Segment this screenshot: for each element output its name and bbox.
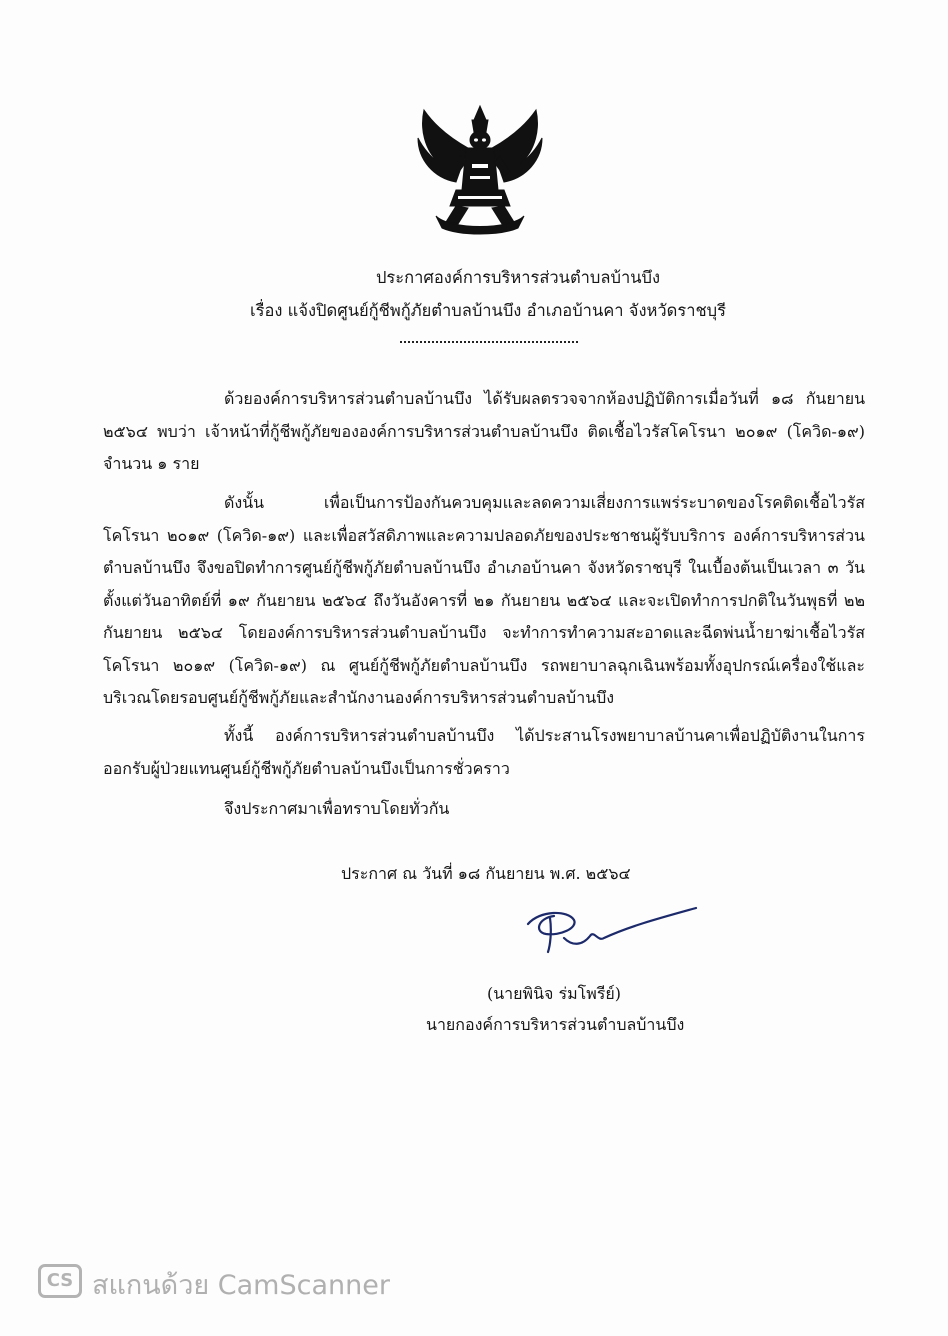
announcement-date: ประกาศ ณ วันที่ ๑๘ กันยายน พ.ศ. ๒๕๖๔ [341,864,631,883]
closing-statement: จึงประกาศมาเพื่อทราบโดยทั่วกัน [224,799,450,818]
body-paragraph-3 [103,720,865,785]
signer-title: นายกองค์การบริหารส่วนตำบลบ้านบึง [426,1015,685,1034]
announcement-title: ประกาศองค์การบริหารส่วนตำบลบ้านบึง [375,268,661,287]
camscanner-watermark: สแกนด้วย CamScanner [92,1270,390,1301]
body-paragraph-1 [103,383,865,481]
announcement-subject: เรื่อง แจ้งปิดศูนย์กู้ชีพกู้ภัยตำบลบ้านบึง อำเภอบ้านคา จังหวัดราชบุรี [249,301,727,320]
signer-name: (นายพินิจ ร่มโพรีย์) [487,984,621,1003]
body-paragraph-2 [103,487,865,715]
paragraph-3-text: ทั้งนี้ องค์การบริหารส่วนตำบลบ้านบึง ได้ประสานโรงพยาบาลบ้านคาเพื่อปฏิบัติงานในการออกรับผู้ป่วยแทนศูนย์กู้ชีพกู้ภัยตำบลบ้านบึงเป็นการชั่วคราว [103,726,865,778]
camscanner-logo-icon: CS [38,1264,82,1298]
garuda-emblem-icon [410,98,550,236]
paragraph-2-text: ดังนั้น เพื่อเป็นการป้องกันควบคุมและลดความเสี่ยงการแพร่ระบาดของโรคติดเชื้อไวรัสโคโรนา ๒๐๑๙ (โควิด-๑๙) และเพื่อสวัสดิภาพและความปลอดภัยของประชาชนผู้รับบริการ องค์การบริหารส่วนตำบลบ้านบึง จึงขอปิดทำการศูนย์กู้ชีพกู้ภัยตำบลบ้านบึง อำเภอบ้านคา จังหวัดราชบุรี ในเบื้องต้นเป็นเวลา ๓ วัน ตั้งแต่วันอาทิตย์ที่ ๑๙ กันยายน ๒๕๖๔ ถึงวันอังคารที่ ๒๑ กันยายน ๒๕๖๔ และจะเปิดทำการปกติในวันพุธที่ ๒๒ กันยายน ๒๕๖๔ โดยองค์การบริหารส่วนตำบลบ้านบึง จะทำการทำความสะอาดและฉีดพ่นน้ำยาฆ่าเชื้อไวรัสโคโรนา ๒๐๑๙ (โควิด-๑๙) ณ ศูนย์กู้ชีพกู้ภัยตำบลบ้านบึง รถพยาบาลฉุกเฉินพร้อมทั้งอุปกรณ์เครื่องใช้และบริเวณโดยรอบศูนย์กู้ชีพกู้ภัยและสำนักงานองค์การบริหารส่วนตำบลบ้านบึง [103,493,865,707]
paragraph-1-text: ด้วยองค์การบริหารส่วนตำบลบ้านบึง ได้รับผลตรวจจากห้องปฏิบัติการเมื่อวันที่ ๑๘ กันยายน ๒๕๖๔ พบว่า เจ้าหน้าที่กู้ชีพกู้ภัยขององค์การบริหารส่วนตำบลบ้านบึง ติดเชื้อไวรัสโคโรนา ๒๐๑๙ (โควิด-๑๙) จำนวน ๑ ราย [103,389,865,473]
handwritten-signature [520,902,700,962]
dotted-divider [400,333,578,343]
